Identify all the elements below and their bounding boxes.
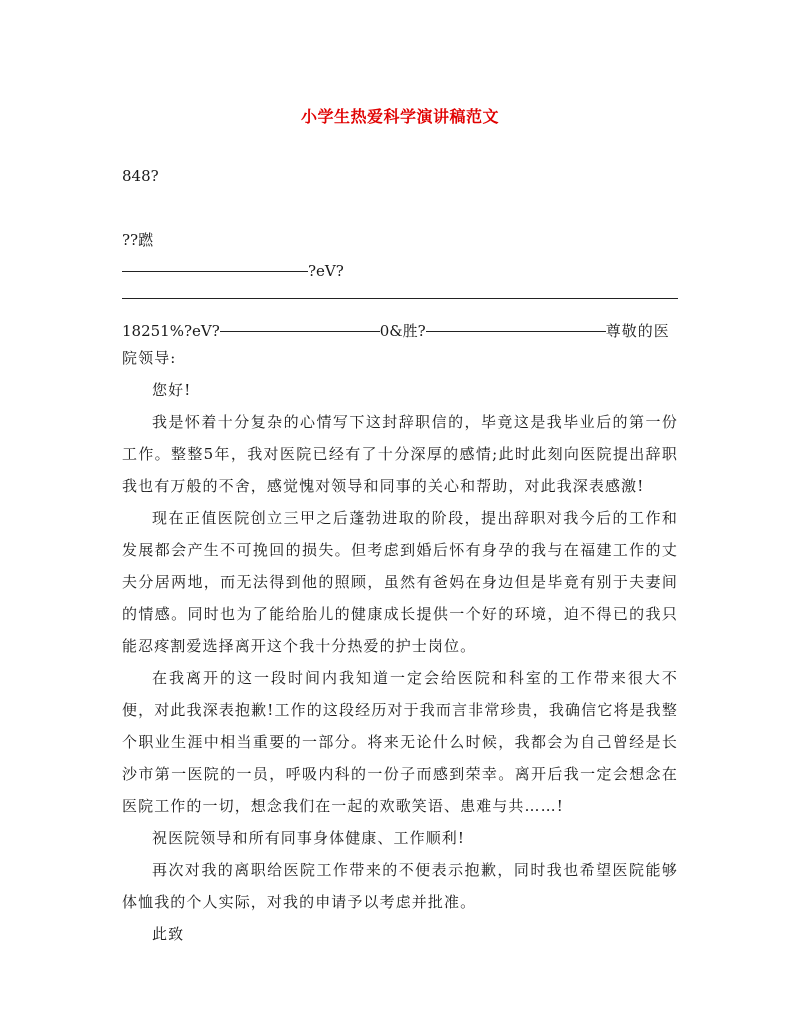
header-code-2: 0&胜? — [379, 322, 426, 340]
paragraph: 您好! — [152, 381, 192, 399]
underline-rule — [426, 331, 606, 332]
underline-rule — [220, 331, 380, 332]
document-title: 小学生热爱科学演讲稿范文 — [300, 107, 499, 126]
paragraph: 现在正值医院创立三甲之后蓬勃进取的阶段，提出辞职对我今后的工作和发展都会产生不可挽回的损失。但考虑到婚后怀有身孕的我与在福建工作的丈夫分居两地，而无法得到他的照顾，虽然有爸妈在身边但是毕竟有别于夫妻间的情感。同时也为了能给胎儿的健康成长提供一个好的环境，迫不得已的我只能忍疼割爱选择离开这个我十分热爱的护士岗位。 — [122, 509, 678, 655]
paragraph: 再次对我的离职给医院工作带来的不便表示抱歉，同时我也希望医院能够体恤我的个人实际，对我的申请予以考虑并批准。 — [122, 861, 678, 911]
paragraph: 我是怀着十分复杂的心情写下这封辞职信的，毕竟这是我毕业后的第一份工作。整整5年，我对医院已经有了十分深厚的感情;此时此刻向医院提出辞职我也有万般的不舍，感觉愧对领导和同事的关心和帮助，对此我深表感激! — [122, 413, 678, 495]
code-line-1: 848? — [122, 167, 159, 185]
underline-rule — [122, 271, 308, 272]
letter-body — [122, 342, 678, 950]
header-line — [122, 321, 670, 341]
paragraph: 在我离开的这一段时间内我知道一定会给医院和科室的工作带来很大不便，对此我深表抱歉!工作的这段经历对于我而言非常珍贵，我确信它将是我整个职业生涯中相当重要的一部分。将来无论什么时候，我都会为自己曾经是长沙市第一医院的一员，呼吸内科的一份子而感到荣幸。离开后我一定会想念在医院工作的一切，想念我们在一起的欢歌笑语、患难与共……! — [122, 669, 678, 815]
horizontal-rule — [122, 298, 678, 299]
header-code-1: 18251%?eV? — [122, 322, 220, 340]
salutation-continued: 院领导: — [122, 349, 177, 367]
code-line-2: ??蹨 — [122, 231, 154, 249]
paragraph: 此致 — [152, 925, 185, 943]
salutation-start: 尊敬的医 — [605, 322, 670, 340]
paragraph: 祝医院领导和所有同事身体健康、工作顺利! — [152, 829, 466, 847]
code-line-3-suffix: ?eV? — [308, 262, 344, 280]
code-line-3 — [122, 261, 344, 281]
